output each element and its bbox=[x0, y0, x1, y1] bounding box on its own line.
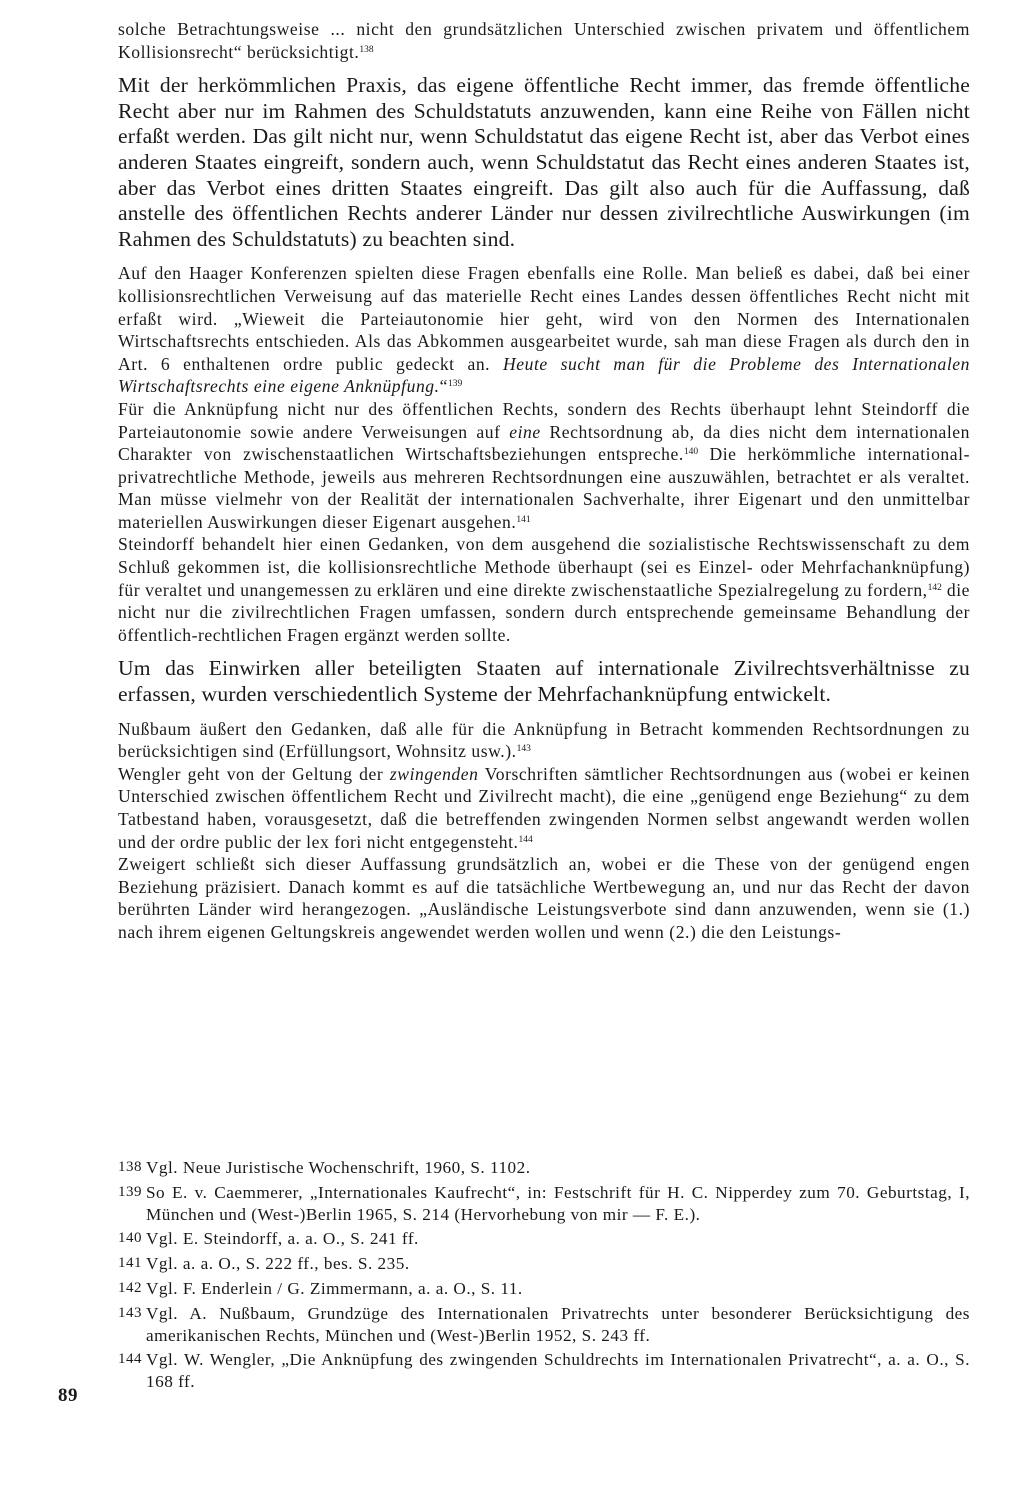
paragraph-5 bbox=[118, 533, 970, 646]
footnote-text: Vgl. W. Wengler, „Die Anknüpfung des zwingenden Schuldrechts im Internationalen Privatrecht“, a. a. O., S. 168 ff. bbox=[146, 1350, 970, 1392]
footnote-141 bbox=[118, 1253, 970, 1275]
footnote-142 bbox=[118, 1278, 970, 1300]
footnote-140 bbox=[118, 1228, 970, 1250]
footnote-ref-144[interactable]: 144 bbox=[518, 834, 533, 845]
footnotes bbox=[118, 1157, 970, 1396]
paragraph-4-text-b: Rechtsordnung ab, da dies nicht dem internationalen Charakter von zwischenstaatlichen Wirtschaftsbeziehungen entspreche. bbox=[118, 421, 971, 465]
footnote-ref-138[interactable]: 138 bbox=[359, 44, 374, 55]
footnote-number: 140 bbox=[118, 1230, 142, 1247]
paragraph-7-text: Nußbaum äußert den Gedanken, daß alle für die Anknüpfung in Betracht kommenden Rechtsordnungen zu berücksichtigen sind (Erfüllungsort, Wohnsitz usw.). bbox=[118, 718, 970, 762]
paragraph-8 bbox=[118, 763, 970, 853]
footnote-text: Vgl. E. Steindorff, a. a. O., S. 241 ff. bbox=[146, 1229, 419, 1249]
paragraph-8-text-b: Vorschriften sämtlicher Rechtsordnungen aus (wobei er keinen Unterschied zwischen öffentlichem Recht und Zivilrecht macht), die eine „genügend enge Beziehung“ zu dem Tatbestand haben, vorausgesetzt, daß die betreffenden zwingenden Normen selbst angewandt werden wollen und der ordre public der lex fori nicht entgegensteht. bbox=[118, 763, 970, 852]
footnote-number: 143 bbox=[118, 1304, 142, 1321]
footnote-number: 144 bbox=[118, 1351, 142, 1368]
page-number: 89 bbox=[58, 1385, 78, 1406]
footnote-text: Vgl. A. Nußbaum, Grundzüge des Internationalen Privatrechts unter besonderer Berücksichtigung des amerikanischen Rechts, München und (West-)Berlin 1952, S. 243 ff. bbox=[146, 1303, 970, 1345]
footnote-ref-141[interactable]: 141 bbox=[516, 514, 531, 525]
footnote-number: 138 bbox=[118, 1159, 142, 1175]
footnote-144 bbox=[118, 1349, 970, 1393]
paragraph-3-text: Auf den Haager Konferenzen spielten diese Fragen ebenfalls eine Rolle. Man beließ es dabei, daß bei einer kollisionsrechtlichen Verweisung auf das materielle Recht eines Landes dessen öffentliches Recht nicht mit erfaßt wird. „Wieweit die Parteiautonomie hier geht, wird von den Normen des Internationalen Wirtschaftsrechts entschieden. Als das Abkommen ausgearbeitet wurde, sah man diese Fragen als durch den in Art. 6 enthaltenen ordre public gedeckt an. bbox=[118, 263, 970, 374]
footnote-number: 139 bbox=[118, 1183, 142, 1200]
paragraph-3-closing-quote: “ bbox=[439, 376, 448, 397]
page-body bbox=[118, 18, 970, 944]
paragraph-6: Um das Einwirken aller beteiligten Staaten auf internationale Zivilrechtsverhältnisse zu erfassen, wurden verschiedentlich Systeme der Mehrfachanknüpfung entwickelt. bbox=[118, 656, 970, 707]
paragraph-9: Zweigert schließt sich dieser Auffassung grundsätzlich an, wobei er die These von der genügend engen Beziehung präzisiert. Danach kommt es auf die tatsächliche Wertbewegung an, und nur das Recht der davon berührten Länder wird herangezogen. „Ausländische Leistungsverbote sind dann anzuwenden, wenn sie (1.) nach ihrem eigenen Geltungskreis angewendet werden wollen und wenn (2.) die den Leistungs- bbox=[118, 854, 970, 942]
footnote-text: Vgl. Neue Juristische Wochenschrift, 1960, S. 1102. bbox=[146, 1158, 531, 1177]
paragraph-4-text-a: Für die Anknüpfung nicht nur des öffentlichen Rechts, sondern des Rechts überhaupt lehnt Steindorff die Parteiautonomie sowie andere Verweisungen auf bbox=[118, 398, 970, 442]
paragraph-3-emphasis: Heute sucht man für die Probleme des Internationalen Wirtschaftsrechts eine eigene Anknüpfung. bbox=[118, 353, 970, 397]
paragraph-5-text-b: die nicht nur die zivilrechtlichen Fragen umfassen, sondern durch entsprechende gemeinsame Behandlung der öffentlich-rechtlichen Fragen ergänzt werden sollte. bbox=[118, 579, 970, 645]
paragraph-3 bbox=[118, 262, 970, 398]
paragraph-4-emphasis: eine bbox=[509, 421, 541, 442]
footnote-ref-142[interactable]: 142 bbox=[927, 582, 942, 593]
footnote-ref-143[interactable]: 143 bbox=[516, 744, 531, 755]
footnote-143 bbox=[118, 1303, 970, 1347]
paragraph-7 bbox=[118, 718, 970, 763]
footnote-text: Vgl. a. a. O., S. 222 ff., bes. S. 235. bbox=[146, 1254, 410, 1274]
footnote-number: 142 bbox=[118, 1279, 142, 1296]
footnote-138 bbox=[118, 1157, 970, 1179]
paragraph-4-text-c: Die herkömmliche international-privatrechtliche Methode, jeweils aus mehreren Rechtsordnungen eine auszuwählen, betrachtet er als veraltet. Man müsse vielmehr von der Realität der internationalen Sachverhalte, ihrer Eigenart und den unmittelbar materiellen Auswirkungen dieser Eigenart ausgehen. bbox=[118, 444, 970, 532]
paragraph-5-text-a: Steindorff behandelt hier einen Gedanken, von dem ausgehend die sozialistische Rechtswissenschaft zu dem Schluß gekommen ist, die kollisionsrechtliche Methode überhaupt (sei es Einzel- oder Mehrfachanknüpfung) für veraltet und unangemessen zu erklären und eine direkte zwischenstaatliche Spezialregelung zu fordern, bbox=[118, 534, 970, 600]
footnote-139 bbox=[118, 1182, 970, 1226]
paragraph-4 bbox=[118, 398, 970, 534]
paragraph-1 bbox=[118, 18, 970, 63]
footnote-ref-140[interactable]: 140 bbox=[683, 447, 699, 458]
footnote-number: 141 bbox=[118, 1255, 142, 1272]
footnote-text: Vgl. F. Enderlein / G. Zimmermann, a. a. O., S. 11. bbox=[146, 1278, 523, 1298]
paragraph-1-text: solche Betrachtungsweise ... nicht den grundsätzlichen Unterschied zwischen privatem und öffentlichem Kollisionsrecht“ berücksichtigt. bbox=[118, 19, 970, 62]
footnote-ref-139[interactable]: 139 bbox=[447, 379, 463, 390]
paragraph-8-emphasis: zwingenden bbox=[389, 763, 479, 784]
paragraph-2: Mit der herkömmlichen Praxis, das eigene öffentliche Recht immer, das fremde öffentliche Recht aber nur im Rahmen des Schuldstatuts anzuwenden, kann eine Reihe von Fällen nicht erfaßt werden. Das gilt nicht nur, wenn Schuldstatut das eigene Recht ist, aber das Verbot eines anderen Staates eingreift, sondern auch, wenn Schuldstatut das Recht eines anderen Staates ist, aber das Verbot eines dritten Staates eingreift. Das gilt also auch für die Auffassung, daß anstelle des öffentlichen Rechts anderer Länder nur dessen zivilrechtliche Auswirkungen (im Rahmen des Schuldstatuts) zu beachten sind. bbox=[118, 73, 970, 251]
paragraph-8-text-a: Wengler geht von der Geltung der bbox=[118, 763, 384, 784]
footnote-text: So E. v. Caemmerer, „Internationales Kaufrecht“, in: Festschrift für H. C. Nipperdey zum 70. Geburtstag, I, München und (West-)Berlin 1965, S. 214 (Hervorhebung von mir — F. E.). bbox=[146, 1182, 970, 1224]
